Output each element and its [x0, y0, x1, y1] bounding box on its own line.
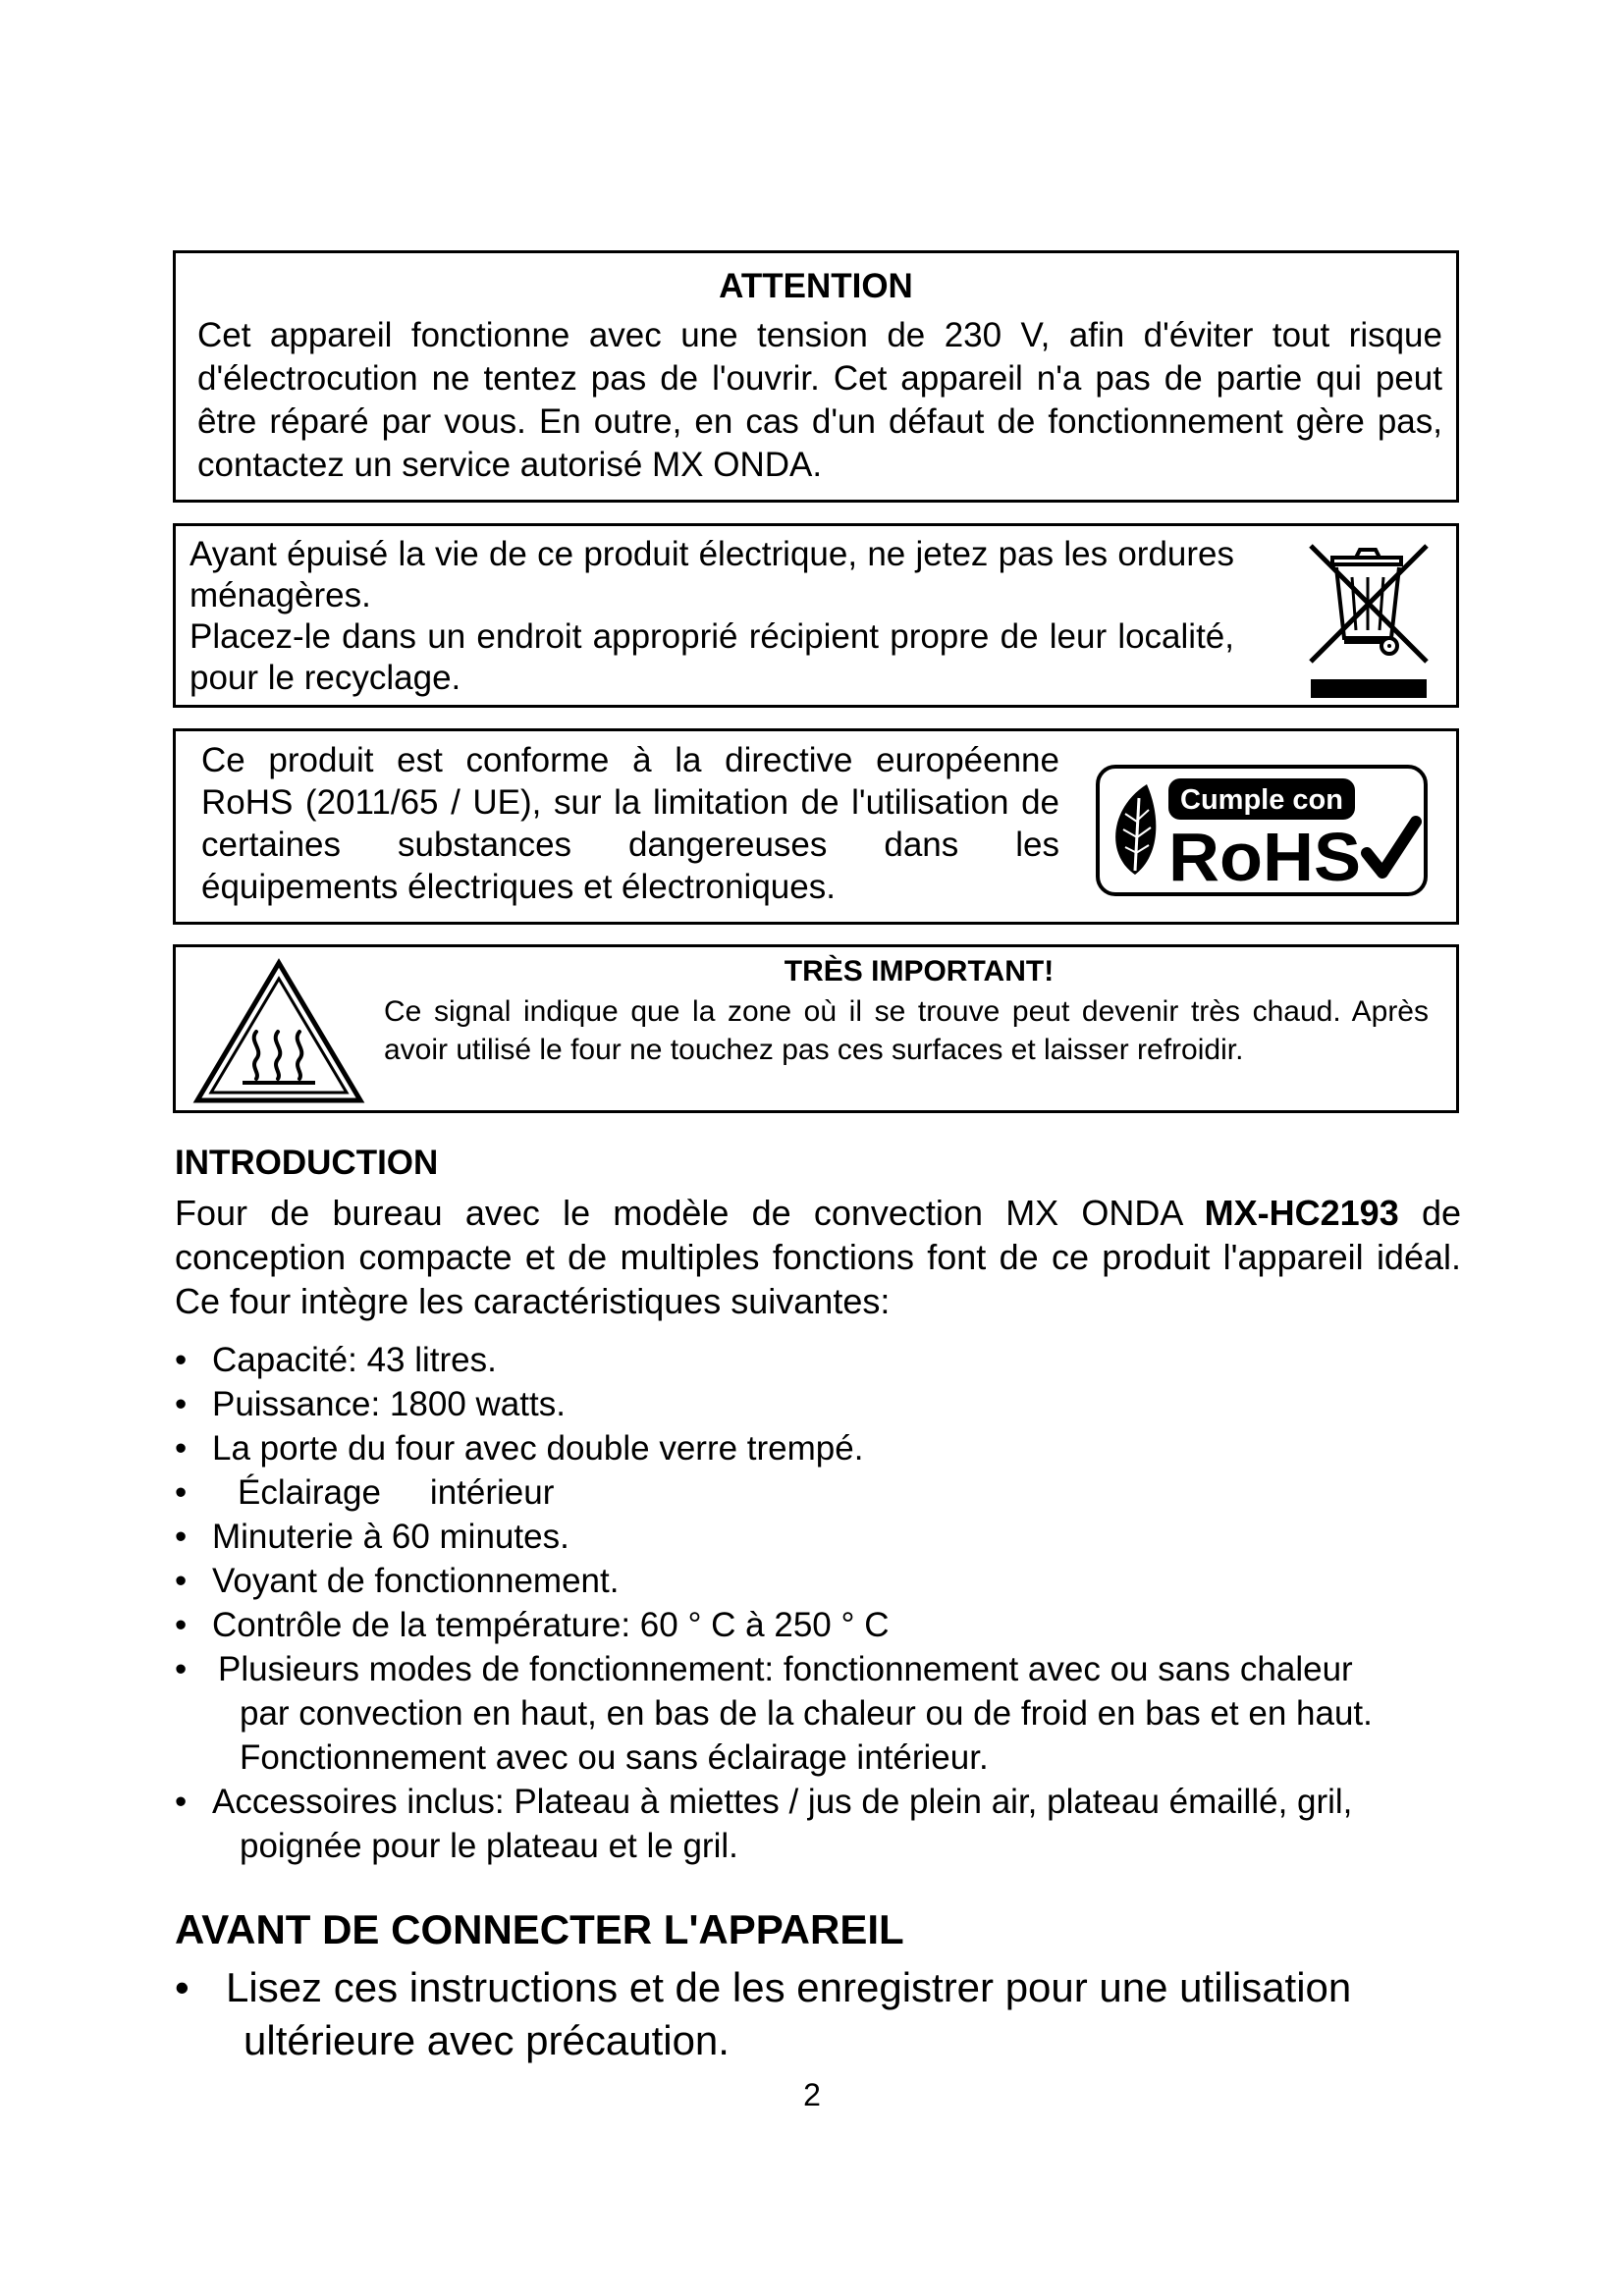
- feature-text: Voyant de fonctionnement.: [212, 1562, 620, 1600]
- introduction-heading: INTRODUCTION: [175, 1144, 439, 1182]
- feature-text: Minuterie à 60 minutes.: [212, 1518, 569, 1556]
- feature-text: Capacité: 43 litres.: [212, 1341, 497, 1379]
- feature-text-continued: poignée pour le plateau et le gril.: [240, 1827, 738, 1865]
- bullet-icon: •: [175, 1429, 188, 1468]
- list-item: [175, 1559, 1471, 1603]
- bullet-icon: •: [175, 1783, 188, 1821]
- feature-text-word: Éclairage: [238, 1473, 381, 1512]
- attention-text: Cet appareil fonctionne avec une tension de 230 V, afin d'éviter tout risque d'électrocution ne tentez pas de l'ouvrir. Cet appareil n'a pas de partie qui peut être réparé par vous. En outre, en cas d'un défaut de fonctionnement gère pas, contactez un service autorisé MX ONDA.: [197, 316, 1442, 484]
- bullet-icon: •: [175, 1341, 188, 1379]
- before-connecting-list: [175, 1961, 1481, 2067]
- recycling-box: [173, 523, 1459, 708]
- model-number: MX-HC2193: [1204, 1193, 1399, 1233]
- rohs-logo-main-text: RoHS: [1168, 819, 1361, 895]
- page-number: 2: [803, 2077, 821, 2112]
- bullet-icon: •: [175, 1650, 188, 1688]
- feature-text: Plusieurs modes de fonctionnement: fonctionnement avec ou sans chaleur: [218, 1650, 1353, 1688]
- hot-warning-title: TRÈS IMPORTANT!: [784, 955, 1055, 988]
- bullet-icon: •: [175, 1606, 188, 1644]
- list-item: [175, 1382, 1471, 1426]
- recycling-text-line1: Ayant épuisé la vie de ce produit électrique, ne jetez pas les ordures ménagères.: [189, 535, 1234, 614]
- introduction-text-start: Four de bureau avec le modèle de convection MX ONDA: [175, 1193, 1205, 1233]
- list-item: [175, 1647, 1471, 1780]
- feature-text: Contrôle de la température: 60 ° C à 250 ° C: [212, 1606, 890, 1644]
- bullet-icon: •: [175, 1473, 188, 1512]
- list-item: [175, 1426, 1471, 1470]
- attention-title: ATTENTION: [719, 267, 913, 305]
- list-item: [175, 1470, 1471, 1515]
- rohs-box: [173, 728, 1459, 925]
- bullet-icon: •: [175, 1964, 189, 2010]
- introduction-text: [175, 1191, 1461, 1323]
- hot-surface-warning-icon: [191, 957, 366, 1106]
- hot-warning-box: [173, 944, 1459, 1113]
- crossed-out-wheelie-bin-icon: [1295, 536, 1442, 698]
- list-item: [175, 1961, 1481, 2067]
- rohs-compliance-logo: [1096, 765, 1428, 896]
- list-item: [175, 1603, 1471, 1647]
- feature-text-continued: par convection en haut, en bas de la chaleur ou de froid en bas et en haut. Fonctionnement avec ou sans éclairage intérieur.: [240, 1694, 1373, 1777]
- rohs-logo-top-text: Cumple con: [1180, 784, 1343, 816]
- feature-text: Accessoires inclus: Plateau à miettes / jus de plein air, plateau émaillé, gril,: [212, 1783, 1353, 1821]
- rohs-text: Ce produit est conforme à la directive européenne RoHS (2011/65 / UE), sur la limitation de l'utilisation de certaines substances dangereuses dans les équipements électriques et électroniques.: [201, 741, 1059, 906]
- bullet-icon: •: [175, 1385, 188, 1423]
- feature-text: La porte du four avec double verre trempé.: [212, 1429, 864, 1468]
- bullet-icon: •: [175, 1518, 188, 1556]
- bullet-icon: •: [175, 1562, 188, 1600]
- recycling-text: [189, 534, 1234, 699]
- features-list: [175, 1338, 1471, 1868]
- list-item: [175, 1515, 1471, 1559]
- hot-warning-text: Ce signal indique que la zone où il se trouve peut devenir très chaud. Après avoir utilisé le four ne touchez pas ces surfaces et laisser refroidir.: [384, 995, 1429, 1066]
- feature-text-word: intérieur: [429, 1473, 555, 1512]
- before-connecting-heading: AVANT DE CONNECTER L'APPAREIL: [175, 1906, 904, 1952]
- list-item: [175, 1338, 1471, 1382]
- feature-text: Puissance: 1800 watts.: [212, 1385, 566, 1423]
- recycling-text-line2: Placez-le dans un endroit approprié récipient propre de leur localité, pour le recyclage.: [189, 617, 1234, 697]
- instruction-text: Lisez ces instructions et de les enregistrer pour une utilisation: [226, 1964, 1352, 2010]
- introduction-text-end: de conception compacte et de multiples fonctions font de ce produit l'appareil idéal. Ce four intègre les caractéristiques suivantes:: [175, 1193, 1461, 1321]
- attention-box: [173, 250, 1459, 503]
- list-item: [175, 1780, 1471, 1868]
- instruction-text-continued: ultérieure avec précaution.: [244, 2017, 730, 2063]
